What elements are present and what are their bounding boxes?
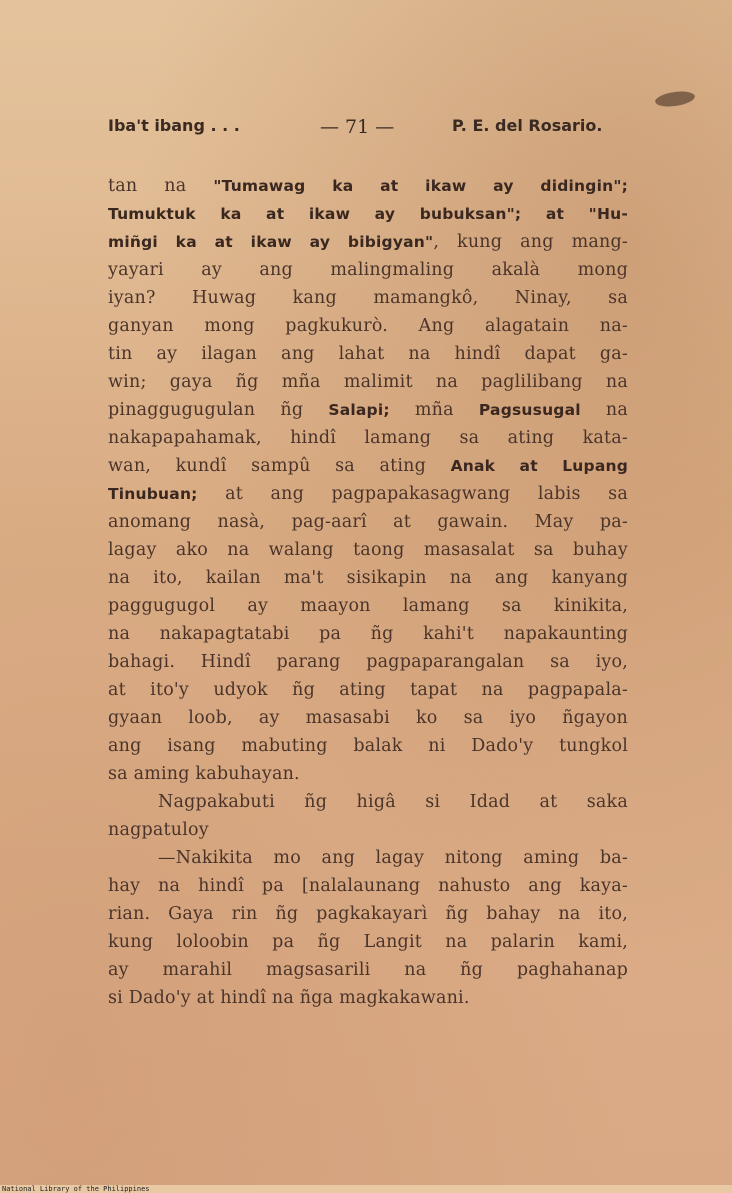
text-line bbox=[108, 788, 628, 816]
text-run: win; gaya ñg mña malimit na paglilibang na bbox=[108, 372, 628, 392]
text-run: na bbox=[580, 400, 629, 420]
text-run: at ito'y udyok ñg ating tapat na pagpapala- bbox=[108, 680, 628, 700]
text-run: ganyan mong pagkukurò. Ang alagatain na- bbox=[108, 316, 628, 336]
text-line bbox=[108, 676, 628, 704]
text-line bbox=[108, 228, 628, 256]
bold-text-run: Tinubuan; bbox=[108, 485, 198, 503]
text-run: mña bbox=[389, 400, 479, 420]
text-run: paggugugol ay maayon lamang sa kinikita, bbox=[108, 596, 628, 616]
text-line bbox=[108, 956, 628, 984]
text-line bbox=[108, 200, 628, 228]
text-line bbox=[108, 984, 628, 1012]
text-line bbox=[108, 508, 628, 536]
text-run: na nakapagtatabi pa ñg kahi't napakaunting bbox=[108, 624, 628, 644]
running-header bbox=[0, 116, 732, 142]
bold-text-run: Salapi; bbox=[328, 401, 390, 419]
header-author: P. E. del Rosario. bbox=[452, 116, 603, 135]
ink-stain bbox=[654, 89, 696, 108]
text-run: lagay ako na walang taong masasalat sa buhay bbox=[108, 540, 628, 560]
text-run: anomang nasà, pag-aarî at gawain. May pa- bbox=[108, 512, 628, 532]
text-line bbox=[108, 592, 628, 620]
text-run: tan na bbox=[108, 176, 214, 196]
text-run: ang isang mabuting balak ni Dado'y tungkol bbox=[108, 736, 628, 756]
text-run: iyan? Huwag kang mamangkô, Ninay, sa bbox=[108, 288, 628, 308]
text-line bbox=[108, 312, 628, 340]
text-run: nagpatuloy bbox=[108, 820, 209, 840]
text-run: rian. Gaya rin ñg pagkakayarì ñg bahay na ito, bbox=[108, 904, 628, 924]
text-line bbox=[108, 480, 628, 508]
text-line bbox=[108, 760, 628, 788]
text-line bbox=[108, 536, 628, 564]
bold-text-run: "Tumawag ka at ikaw ay didingin"; bbox=[213, 177, 628, 195]
text-line bbox=[108, 256, 628, 284]
text-run: pinaggugugulan ñg bbox=[108, 400, 329, 420]
text-run: Nagpakabuti ñg higâ si Idad at saka bbox=[158, 792, 628, 812]
text-line bbox=[108, 732, 628, 760]
text-line bbox=[108, 284, 628, 312]
text-run: sa aming kabuhayan. bbox=[108, 764, 300, 784]
text-line bbox=[108, 704, 628, 732]
bold-text-run: miñgi ka at ikaw ay bibigyan" bbox=[108, 233, 434, 251]
text-line bbox=[108, 900, 628, 928]
bold-text-run: Tumuktuk ka at ikaw ay bubuksan"; at "Hu- bbox=[108, 205, 628, 223]
text-run: ay marahil magsasarili na ñg paghahanap bbox=[108, 960, 628, 980]
text-line bbox=[108, 396, 628, 424]
bold-text-run: Anak at Lupang bbox=[450, 457, 629, 475]
text-line bbox=[108, 872, 628, 900]
text-line bbox=[108, 928, 628, 956]
text-run: kung loloobin pa ñg Langit na palarin kami, bbox=[108, 932, 628, 952]
text-line bbox=[108, 648, 628, 676]
text-run: wan, kundî sampû sa ating bbox=[108, 456, 451, 476]
text-line bbox=[108, 844, 628, 872]
text-run: at ang pagpapakasagwang labis sa bbox=[197, 484, 628, 504]
text-run: si Dado'y at hindî na ñga magkakawani. bbox=[108, 988, 470, 1008]
bold-text-run: Pagsusugal bbox=[478, 401, 581, 419]
text-line bbox=[108, 816, 628, 844]
text-run: —Nakikita mo ang lagay nitong aming ba- bbox=[158, 848, 628, 868]
text-run: yayari ay ang malingmaling akalà mong bbox=[108, 260, 628, 280]
text-line bbox=[108, 368, 628, 396]
header-title: Iba't ibang . . . bbox=[108, 116, 240, 135]
text-line bbox=[108, 424, 628, 452]
text-line bbox=[108, 172, 628, 200]
text-run: na ito, kailan ma't sisikapin na ang kanyang bbox=[108, 568, 628, 588]
text-line bbox=[108, 620, 628, 648]
text-line bbox=[108, 564, 628, 592]
text-line bbox=[108, 452, 628, 480]
text-run: gyaan loob, ay masasabi ko sa iyo ñgayon bbox=[108, 708, 628, 728]
text-run: , kung ang mang- bbox=[433, 232, 628, 252]
page-number: — 71 — bbox=[320, 116, 395, 138]
text-line bbox=[108, 340, 628, 368]
page-body-text bbox=[108, 172, 628, 1012]
text-run: tin ay ilagan ang lahat na hindî dapat ga- bbox=[108, 344, 628, 364]
text-run: hay na hindî pa [nalalaunang nahusto ang kaya- bbox=[108, 876, 628, 896]
library-footer: National Library of the Philippines bbox=[2, 1185, 150, 1193]
text-run: nakapapahamak, hindî lamang sa ating kata- bbox=[108, 428, 628, 448]
text-run: bahagi. Hindî parang pagpaparangalan sa iyo, bbox=[108, 652, 628, 672]
